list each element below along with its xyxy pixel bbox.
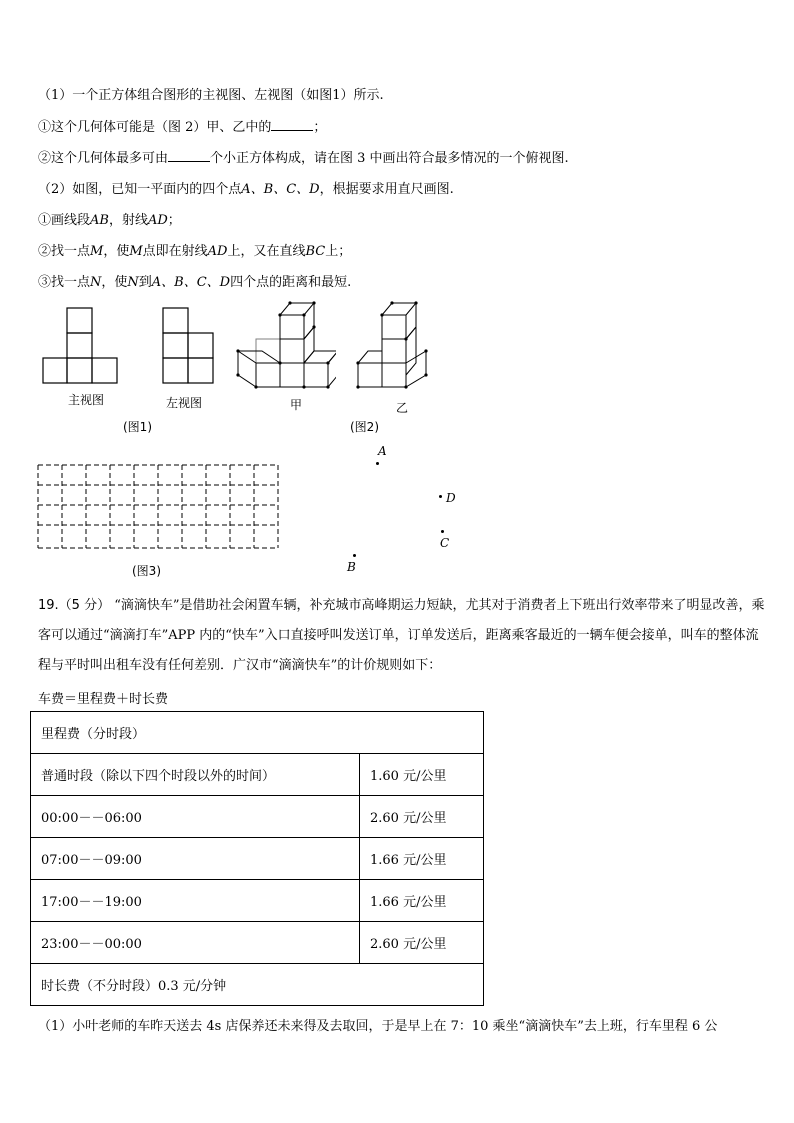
part2-intro xyxy=(38,178,454,197)
segment-ab: AB xyxy=(90,213,109,228)
figure1-caption: (图1) xyxy=(123,420,152,434)
point-c-dot xyxy=(441,530,444,533)
part1-intro: （1）一个正方体组合图形的主视图、左视图（如图1）所示. xyxy=(38,88,384,103)
point-a-dot xyxy=(376,462,379,465)
ray-ad-2: AD xyxy=(207,244,228,259)
table-footer-row xyxy=(31,964,484,1006)
solid-yi-figure xyxy=(352,297,432,391)
step3-points: A、B、C、D xyxy=(151,275,231,290)
period-cell: 17:00－－19:00 xyxy=(31,880,360,922)
q19-text: “滴滴快车”是借助社会闲置车辆，补充城市高峰期运力短缺，尤其对于消费者上下班出行效率带来了明显改善，乘客可以通过“滴滴打车”APP 内的“快车”入口直接呼叫发送订单，订单发送后，距离乘客最近的一辆车便会接单，叫车的整体流程与平时叫出租车没有任何差别．广汉市“滴滴快车”的计价规则如下： xyxy=(38,598,765,673)
figure3-caption: (图3) xyxy=(132,564,161,578)
point-d-label: D xyxy=(446,491,456,505)
point-b-label: B xyxy=(347,560,356,574)
price-cell: 2.60 元/公里 xyxy=(360,922,484,964)
solid-yi-label: 乙 xyxy=(396,401,409,415)
step2-end: 上； xyxy=(325,244,352,259)
step1-text: ①画线段 xyxy=(38,213,91,228)
point-n: N xyxy=(90,275,102,290)
solid-jia-label: 甲 xyxy=(290,398,303,412)
point-a-label: A xyxy=(378,444,387,458)
left-view-label: 左视图 xyxy=(166,396,203,410)
table-row xyxy=(31,796,484,838)
table-row xyxy=(31,922,484,964)
step2-text2: ，使 xyxy=(103,244,130,259)
q19-part1: （1）小叶老师的车昨天送去 4s 店保养还未来得及去取回，于是早上在 7：10 乘坐“滴滴快车”去上班，行车里程 6 公 xyxy=(38,1019,718,1034)
table-row xyxy=(31,880,484,922)
point-d-dot xyxy=(439,495,442,498)
point-m: M xyxy=(90,244,104,259)
line-bc: BC xyxy=(305,244,326,259)
period-cell: 07:00－－09:00 xyxy=(31,838,360,880)
point-c-label: C xyxy=(440,536,450,550)
fare-formula: 车费＝里程费＋时长费 xyxy=(38,692,169,707)
table-header: 里程费（分时段） xyxy=(31,712,484,754)
table-footer: 时长费（不分时段）0.3 元/分钟 xyxy=(31,964,484,1006)
part2-intro-end: ，根据要求用直尺画图. xyxy=(319,182,454,197)
step1-text2: ，射线 xyxy=(108,213,148,228)
period-cell: 23:00－－00:00 xyxy=(31,922,360,964)
q2-end: 个小正方体构成，请在图 3 中画出符合最多情况的一个俯视图. xyxy=(210,151,569,166)
period-cell: 00:00－－06:00 xyxy=(31,796,360,838)
figure2-caption: (图2) xyxy=(350,420,379,434)
q2-text: ②这个几何体最多可由 xyxy=(38,151,169,166)
part2-points: A、B、C、D xyxy=(241,182,320,197)
table-row xyxy=(31,838,484,880)
answer-blank-1[interactable] xyxy=(271,118,313,131)
step3-text3: 到 xyxy=(138,275,152,290)
q1-text: ①这个几何体可能是（图 2）甲、乙中的 xyxy=(38,120,272,135)
step1-end: ； xyxy=(167,213,181,228)
part1-question1 xyxy=(38,116,326,135)
part1-question2 xyxy=(38,147,569,166)
part2-step1 xyxy=(38,209,181,228)
answer-blank-2[interactable] xyxy=(168,149,210,162)
part2-step3 xyxy=(38,271,351,290)
point-b-dot xyxy=(353,554,356,557)
front-view-figure xyxy=(42,307,120,385)
table-header-row xyxy=(31,712,484,754)
solid-jia-figure xyxy=(236,297,336,391)
step3-text: ③找一点 xyxy=(38,275,91,290)
ray-ad: AD xyxy=(147,213,168,228)
q19-paragraph xyxy=(38,591,768,681)
grid-figure3[interactable] xyxy=(36,462,280,552)
table-row xyxy=(31,754,484,796)
fare-table xyxy=(30,711,484,1006)
q1-end: ； xyxy=(313,120,327,135)
point-n-2: N xyxy=(127,275,139,290)
left-view-figure xyxy=(162,307,216,385)
price-cell: 2.60 元/公里 xyxy=(360,796,484,838)
point-m-2: M xyxy=(129,244,143,259)
step3-end: 四个点的距离和最短. xyxy=(230,275,352,290)
step2-text: ②找一点 xyxy=(38,244,91,259)
front-view-label: 主视图 xyxy=(68,393,105,407)
step3-text2: ，使 xyxy=(101,275,128,290)
period-cell: 普通时段（除以下四个时段以外的时间） xyxy=(31,754,360,796)
q19-number: 19.（5 分） xyxy=(38,598,111,613)
price-cell: 1.66 元/公里 xyxy=(360,880,484,922)
step2-text4: 上，又在直线 xyxy=(227,244,306,259)
price-cell: 1.66 元/公里 xyxy=(360,838,484,880)
part2-step2 xyxy=(38,240,351,259)
price-cell: 1.60 元/公里 xyxy=(360,754,484,796)
step2-text3: 点即在射线 xyxy=(142,244,208,259)
part2-intro-text: （2）如图，已知一平面内的四个点 xyxy=(38,182,242,197)
